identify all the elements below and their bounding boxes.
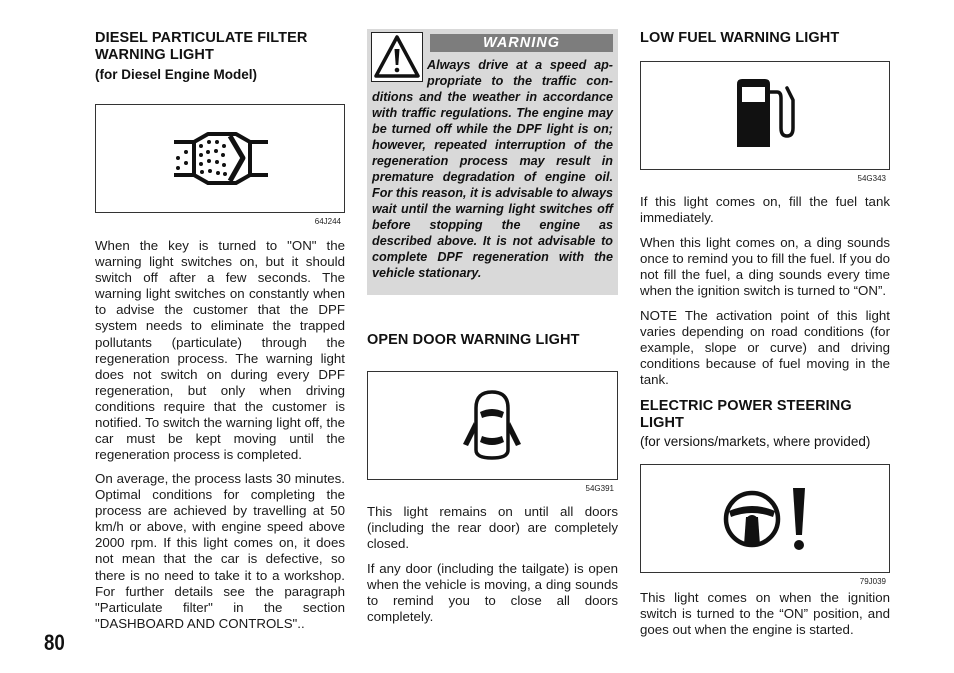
dpf-filter-icon (96, 105, 346, 212)
eps-subnote: (for versions/markets, where provided) (640, 434, 871, 449)
low-fuel-figure (640, 61, 890, 183)
open-door-car-icon (368, 372, 619, 479)
eps-paragraph: This light comes on when the ignition switch is turned to the “ON” position, and goes out when the engine is started. (640, 590, 890, 638)
open-door-heading: OPEN DOOR WARNING LIGHT (367, 332, 580, 348)
open-door-figure (367, 371, 618, 493)
open-door-paragraph-1: This light remains on until all doors (including the rear door) are completely closed. (367, 504, 618, 552)
low-fuel-paragraph-3: NOTE The activation point of this light varies depending on road conditions (for example, slope or curve) and driving conditions because of fuel moving in the tank. (640, 308, 890, 388)
dpf-heading-line2: WARNING LIGHT (95, 47, 214, 63)
warning-triangle-icon (372, 33, 422, 81)
warning-box (367, 29, 618, 295)
low-fuel-heading: LOW FUEL WARNING LIGHT (640, 30, 840, 46)
warning-label: WARNING (430, 34, 613, 52)
open-door-figure-code: 54G391 (585, 484, 614, 493)
eps-figure-code: 79J039 (859, 577, 886, 586)
eps-heading: ELECTRIC POWER STEERING LIGHT (640, 398, 852, 431)
dpf-heading-line1: DIESEL PARTICULATE FILTER (95, 30, 308, 46)
page-number: 80 (44, 630, 65, 655)
fuel-pump-icon (641, 62, 891, 169)
low-fuel-figure-code: 54G343 (857, 174, 886, 183)
dpf-paragraph-1: When the key is turned to "ON" the warning light switches on, but it should switch off after a few seconds. The warning light switches on constantly when to advise the customer that the DPF system needs to eliminate the trapped pollutants (particulate) through the regeneration process. The warning light does not switch on during every DPF regeneration, but only when driving conditions require that the customer is notified. To switch the warning light off, the car must be kept moving until the regeneration process is completed. (95, 238, 345, 463)
dpf-figure-code: 64J244 (314, 217, 341, 226)
dpf-heading (95, 30, 355, 64)
eps-figure (640, 464, 890, 586)
dpf-figure (95, 104, 345, 226)
low-fuel-paragraph-1: If this light comes on, fill the fuel tank immediately. (640, 194, 890, 226)
warning-text-body: ditions and the weather in accordance with traffic regulations. The engine may be turned off while the DPF light is on; however, repeated interruption of the regeneration process may result in premature degradation of engine oil. For this reason, it is advisable to always wait until the warning light switches off before stopping the engine as described above. It is not advisable to complete DPF regeneration with the vehicle stationary. (372, 90, 613, 280)
warning-text-intro (427, 57, 613, 89)
warning-icon-frame (371, 32, 423, 82)
steering-wheel-warning-icon (641, 465, 891, 572)
warning-text-line1: Always drive at a speed ap- (427, 58, 613, 72)
open-door-paragraph-2: If any door (including the tailgate) is open when the vehicle is moving, a ding sounds to remind you to close all doors completely. (367, 561, 618, 625)
warning-text-line2: propriate to the traffic con- (427, 74, 613, 88)
dpf-subheading: (for Diesel Engine Model) (95, 67, 258, 82)
low-fuel-paragraph-2: When this light comes on, a ding sounds once to remind you to fill the fuel. If you do not fill the fuel, a ding sounds every time when the ignition switch is turned to “ON”. (640, 235, 890, 299)
dpf-paragraph-2: On average, the process lasts 30 minutes. Optimal conditions for completing the process are achieved by travelling at 50 km/h or above, with engine speed above 2000 rpm. If this light comes on, it does not mean that the car is defective, so there is no need to take it to a workshop. For further details see the paragraph "Particulate filter" in the section "DASHBOARD AND CONTROLS".. (95, 471, 345, 631)
